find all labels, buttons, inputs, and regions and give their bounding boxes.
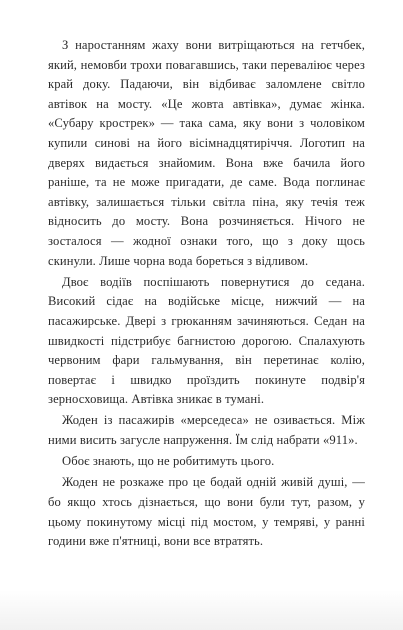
paragraph-4: Обоє знають, що не робитимуть цього.	[62, 454, 275, 469]
paragraph-1: З наростанням жаху вони витріщаються на гетчбек, який, немовби трохи повагавшись, таки переваліює через край доку. Падаючи, він відбиває заломлене світло автівок на мосту. «Це жовта автівка», думає жінка. «Субару крострек» — така сама, яку вони з чоловіком купили синові на його вісімнадцятиріччя. Логотип на дверях видається знайомим. Вона вже бачила його раніше, та не може пригадати, де саме. Вода поглинає автівку, залишається тільки світла піна, яку течія теж відносить до мосту. Вона розчиняється. Нічого не зосталося — жодної ознаки того, що з доку щось скинули. Лише чорна вода бореться з відливом.	[48, 38, 365, 268]
paragraph-2: Двоє водіїв поспішають повернутися до седана. Високий сідає на водійське місце, нижчий — на пасажирське. Двері з грюканням зачиняються. Седан на швидкості підстрибує багнистою дорогою. Спалахують червоним фари гальмування, він перетинає колію, повертає і швидко проїздить покинуте подвір'я зерносховища. Автівка зникає в тумані.	[48, 274, 365, 407]
paragraph-5: Жоден не розкаже про це бодай одній живій душі, — бо якщо хтось дізнається, що вони були тут, разом, у цьому покинутому місці під мостом, у темряві, у ранні години вже п'ятниці, вони все втратять.	[48, 475, 365, 549]
paragraph-3: Жоден із пасажирів «мерседеса» не озивається. Між ними висить загусле напруження. Їм слід набрати «911».	[48, 413, 365, 448]
page-text	[48, 36, 365, 552]
page-bottom-shadow	[0, 590, 403, 630]
